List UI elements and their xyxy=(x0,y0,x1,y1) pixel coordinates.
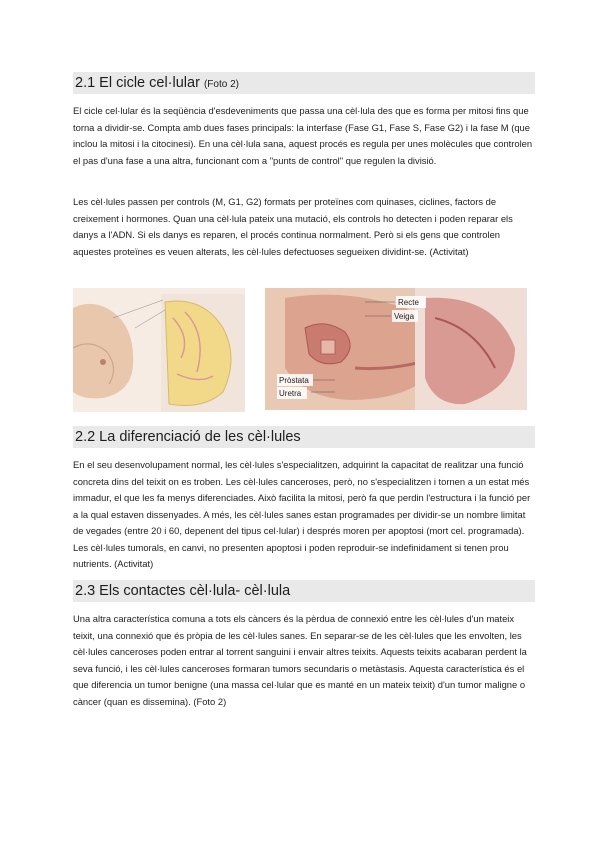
prostate-anatomy-illustration xyxy=(265,288,527,410)
label-uretra: Uretra xyxy=(279,389,302,398)
heading-text: 2.2 La diferenciació de les cèl·lules xyxy=(75,429,301,445)
paragraph-cell-cycle-2: Les cèl·lules passen per controls (M, G1, G2) formats per proteïnes com quinases, ciclines, factors de creixement i hormones. Quan una cèl·lula pateix una mutació, els controls ho detecten i poden reparar els danys a l'ADN. Si els danys es reparen, el procés continua normalment. Però si els gens que controlen aquestes proteïnes es veuen alterats, les cèl·lules defectuoses segueixen dividint-se. (Activitat) xyxy=(73,196,513,257)
label-recte: Recte xyxy=(398,298,419,307)
paragraph-differentiation: En el seu desenvolupament normal, les cèl·lules s'especialitzen, adquirint la capacitat de realitzar una funció concreta dins del teixit on es troben. Les cèl·lules canceroses, però, no s'especialitzen i tornen a un estat més immadur, el que les fa menys diferenciades. Això facilita la mitosi, però fa que perdin l'estructura i la funció per a la qual estaven dissenyades. A més, les cèl·lules sanes estan programades per dividir-se un nombre limitat de vegades (entre 20 i 60, depenent del tipus cel·lular) i després moren per apoptosi (mort cel. programada). Les cèl·lules tumorals, en canvi, no presenten apoptosi i poden reproduir-se indefinidament si tenen prou nutrients. (Activitat) xyxy=(73,459,531,569)
heading-note: (Foto 2) xyxy=(203,79,239,90)
label-prostata: Pròstata xyxy=(279,376,309,385)
paragraph-cell-cycle-1: El cicle cel·lular és la seqüència d'esdeveniments que passa una cèl·lula des que es forma per mitosi fins que torna a dividir-se. Compta amb dues fases principals: la interfase (Fase G1, Fase S, Fase G2) i la fase M (que inclou la mitosi i la citocinesi). En una cèl·lula sana, aquest procés es regula per unes molècules que controlen el pas d'una fase a una altra, funcionant com a "punts de control" que regulen la divisió. xyxy=(73,105,533,166)
section-heading-differentiation xyxy=(73,426,535,448)
heading-text: 2.1 El cicle cel·lular xyxy=(75,75,200,91)
breast-anatomy-illustration xyxy=(73,288,245,412)
label-veiga: Veiga xyxy=(394,312,415,321)
heading-text: 2.3 Els contactes cèl·lula- cèl·lula xyxy=(75,583,291,599)
paragraph-cell-contacts: Una altra característica comuna a tots els càncers és la pèrdua de connexió entre les cèl·lules d'un mateix teixit, una connexió que és pròpia de les cèl·lules sanes. En separar-se de les cèl·lules que les envolten, les cèl·lules canceroses poden entrar al torrent sanguini i envair altres teixits. Aquests teixits acabaran perdent la seva funció, i les cèl·lules canceroses formaran tumors secundaris o metàstasis. Aquesta característica és el que diferencia un tumor benigne (una massa cel·lular que es manté en un mateix teixit) d'un tumor maligne o càncer (quan es dissemina). (Foto 2) xyxy=(73,613,527,707)
section-heading-cell-cycle xyxy=(73,72,535,94)
section-heading-cell-contacts xyxy=(73,580,535,602)
